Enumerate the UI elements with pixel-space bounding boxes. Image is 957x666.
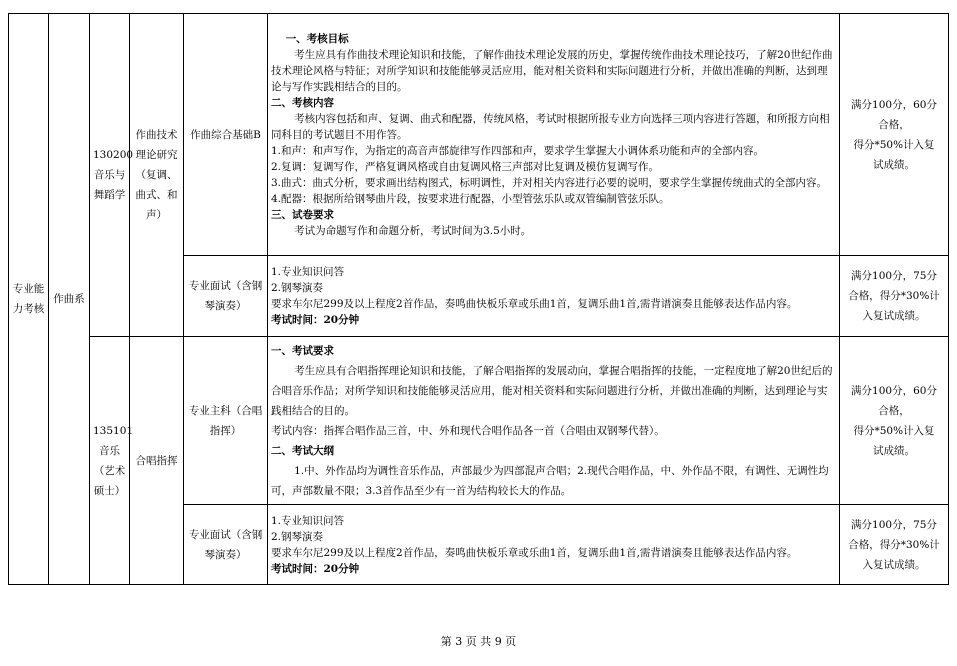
score-line: 满分100分，60分	[851, 384, 937, 397]
content-line: 3.曲式：曲式分析，要求画出结构图式，标明调性，并对相关内容进行必要的说明，要求学生掌握传统曲式的全部内容。	[271, 176, 828, 189]
content-line: 4.配器：根据所给钢琴曲片段，按要求进行配器，小型管弦乐队或双管编制管弦乐队。	[271, 192, 670, 205]
score-line: 满分100分，75分	[851, 518, 937, 531]
score-line: 得分*50%计入复	[853, 424, 935, 437]
department-label: 作曲系	[53, 293, 85, 305]
department-cell	[49, 14, 90, 585]
score-line: 合格，	[878, 118, 910, 131]
content-line: 一、考试要求	[271, 344, 334, 357]
content-line: 考生应具有作曲技术理论知识和技能，了解作曲技术理论发展的历史，掌握传统作曲技术理论技巧，了解20世纪作曲技术理论风格与特征；对所学知识和技能能够灵活应用，能对相关资料和实际问题进行分析，并做出准确的判断，达到理论与写作实践相结合的目的。	[271, 48, 833, 93]
score-line: 合格，得分*30%计	[848, 290, 940, 302]
content-line: 考生应具有合唱指挥理论知识和技能，了解合唱指挥的发展动向，掌握合唱指挥的技能，一定程度地了解20世纪后的合唱音乐作品；对所学知识和技能能够灵活应用，能对相关资料和实际问题进行分析，并做出准确的判断，达到理论与实践相结合的目的。	[271, 364, 833, 417]
score-line: 入复试成绩。	[862, 558, 926, 571]
score-line: 试成绩。	[873, 444, 915, 457]
category-label: 专业能力考核	[12, 283, 45, 315]
content-line: 1.专业知识问答	[271, 514, 345, 527]
score-cell-a1	[840, 14, 949, 256]
score-cell-b1	[840, 337, 949, 505]
content-cell-a1	[268, 14, 840, 256]
score-cell-b2	[840, 505, 949, 585]
content-list-b1	[271, 341, 836, 501]
subject-cell-a2	[184, 256, 268, 337]
score-list-b2	[843, 515, 945, 575]
score-line: 满分100分，75分	[851, 270, 937, 282]
score-list-a1	[843, 95, 945, 175]
page-footer: 第 3 页 共 9 页	[440, 635, 517, 648]
subject-name-a2: 专业面试（含钢琴演奏）	[188, 280, 263, 312]
content-line: 2.钢琴演奏	[271, 282, 324, 294]
content-cell-a2	[268, 256, 840, 337]
content-line: 要求车尔尼299及以上程度2首作品，奏鸣曲快板乐章或乐曲1首，复调乐曲1首,需背谱演奏且能够表达作品内容。	[271, 546, 798, 559]
content-line: 考试内容：指挥合唱作品三首，中、外和现代合唱作品各一首（合唱由双钢琴代替）。	[271, 424, 665, 437]
major-code-cell-b	[90, 337, 134, 585]
content-line: 1.和声：和声写作，为指定的高音声部旋律写作四部和声，要求学生掌握大小调体系功能和声的全部内容。	[271, 144, 765, 157]
score-line: 合格，得分*30%计	[848, 538, 940, 551]
direction-cell-b	[130, 337, 184, 585]
score-line: 试成绩。	[873, 158, 915, 171]
content-list-a2	[271, 264, 836, 328]
exam-table	[8, 13, 949, 585]
category-cell	[9, 14, 49, 585]
score-line: 入复试成绩。	[862, 310, 926, 322]
subject-cell-b2	[184, 505, 268, 585]
content-line: 一、考核目标	[285, 32, 349, 45]
content-line: 要求车尔尼299及以上程度2首作品，奏鸣曲快板乐章或乐曲1首，复调乐曲1首,需背谱演奏且能够表达作品内容。	[271, 298, 798, 310]
content-list-a1	[271, 31, 836, 239]
content-line: 考试为命题写作和命题分析，考试时间为3.5小时。	[294, 224, 532, 237]
content-list-b2	[271, 513, 836, 577]
direction-b: 合唱指挥	[135, 454, 178, 467]
major-code-cell-a	[90, 14, 134, 337]
score-line: 合格，	[878, 404, 910, 417]
direction-cell-a	[130, 14, 184, 337]
content-line: 二、考试大纲	[271, 444, 334, 457]
subject-name-a1: 作曲综合基础B	[190, 128, 261, 141]
content-line: 1.专业知识问答	[271, 266, 345, 278]
content-line: 2.钢琴演奏	[271, 530, 324, 543]
content-cell-b2	[268, 505, 840, 585]
content-cell-b1	[268, 337, 840, 505]
content-line: 考试时间：20分钟	[271, 314, 360, 326]
subject-cell-a1	[184, 14, 268, 256]
score-cell-a2	[840, 256, 949, 337]
content-line: 三、试卷要求	[271, 208, 334, 221]
score-line: 得分*50%计入复	[853, 138, 935, 151]
content-line: 考核内容包括和声、复调、曲式和配器，传统风格，考试时根据所报专业方向选择三项内容进行答题，和所报方向相同科目的考试题目不用作答。	[271, 112, 830, 141]
subject-name-b2: 专业面试（含钢琴演奏）	[188, 528, 263, 561]
subject-name-b1: 专业主科（合唱指挥）	[188, 404, 263, 437]
major-code-b: 135101音乐（艺术硕士）	[93, 424, 134, 497]
content-line: 考试时间：20分钟	[271, 562, 360, 575]
direction-a: 作曲技术理论研究（复调、曲式、和声）	[135, 129, 178, 221]
content-line: 二、考核内容	[271, 96, 334, 109]
score-line: 满分100分，60分	[851, 98, 937, 111]
subject-cell-b1	[184, 337, 268, 505]
content-line: 2.复调：复调写作，严格复调风格或自由复调风格三声部对比复调及模仿复调写作。	[271, 160, 660, 173]
content-line: 1.中、外作品均为调性音乐作品，声部最少为四部混声合唱；2.现代合唱作品，中、外作品不限，有调性、无调性均可，声部数量不限；3.3首作品至少有一首为结构较长大的作品。	[271, 464, 829, 497]
score-list-a2	[843, 266, 945, 326]
score-list-b1	[843, 381, 945, 461]
major-code-a: 130200音乐与舞蹈学	[93, 149, 134, 201]
